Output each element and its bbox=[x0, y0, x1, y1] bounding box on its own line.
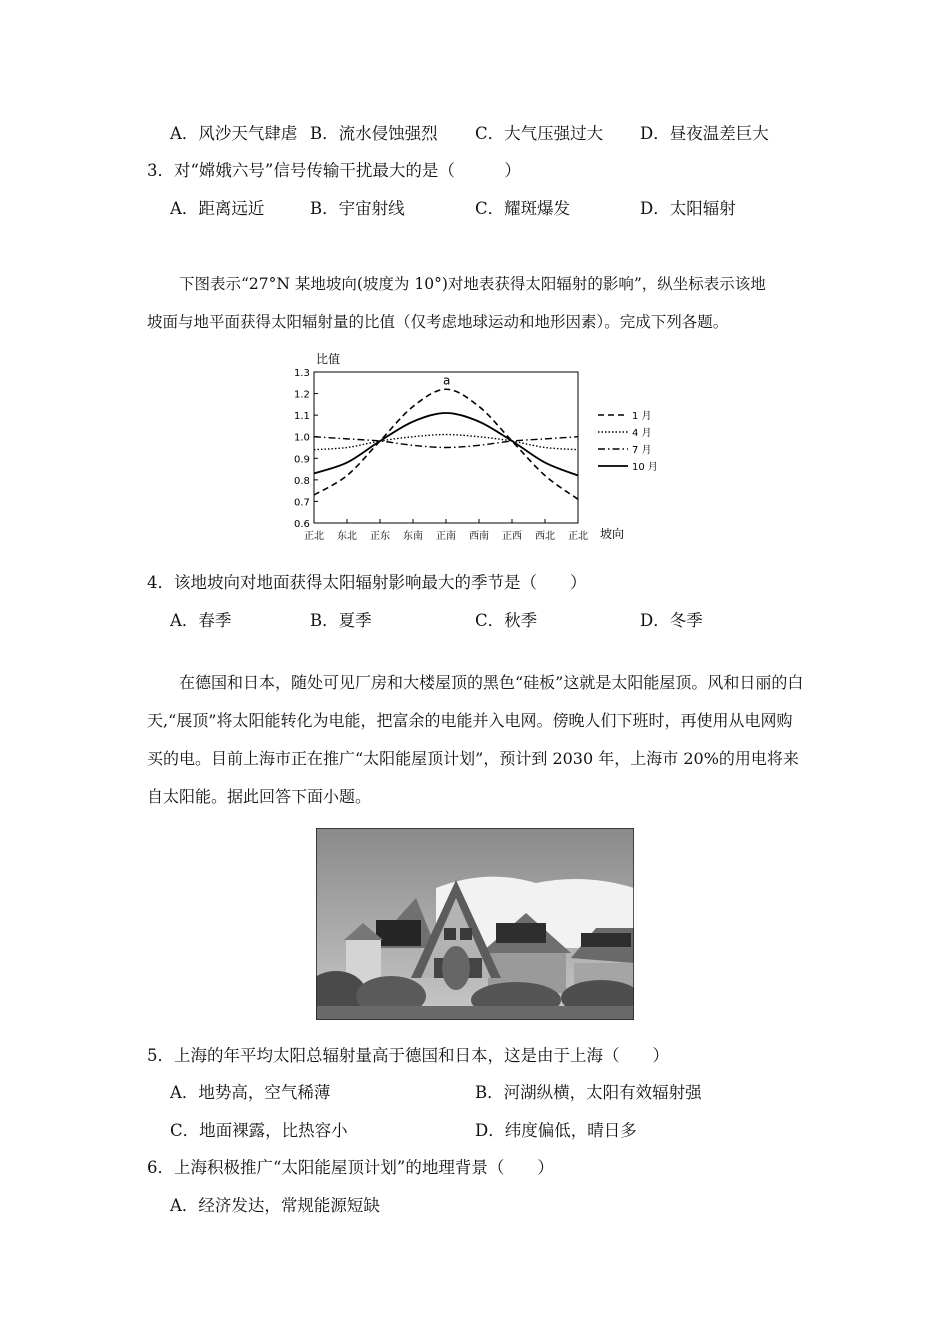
q6-option-a: A．经济发达，常规能源短缺 bbox=[170, 1196, 380, 1215]
annotation-a: a bbox=[443, 373, 451, 388]
q4-option-d: D．冬季 bbox=[640, 611, 703, 630]
legend-label: 4 月 bbox=[632, 428, 652, 439]
x-tick-label: 正西 bbox=[502, 531, 522, 542]
q4-option-c: C．秋季 bbox=[475, 611, 538, 630]
passage1-line2: 坡面与地平面获得太阳辐射量的比值（仅考虑地球运动和地形因素）。完成下列各题。 bbox=[147, 313, 729, 331]
y-tick-label: 1.2 bbox=[294, 389, 310, 401]
q3-stem: 3．对“嫦娥六号”信号传输干扰最大的是（ ） bbox=[147, 161, 521, 180]
q2-option-b: B．流水侵蚀强烈 bbox=[310, 124, 438, 143]
x-tick-label: 正东 bbox=[370, 531, 390, 542]
x-tick-label: 东北 bbox=[337, 531, 357, 542]
q5-stem: 5．上海的年平均太阳总辐射量高于德国和日本，这是由于上海（ ） bbox=[147, 1046, 669, 1065]
x-tick-label: 西北 bbox=[535, 531, 555, 542]
series-line bbox=[314, 413, 578, 476]
q3-option-c: C．耀斑爆发 bbox=[475, 199, 571, 218]
passage2-text: 在德国和日本，随处可见厂房和大楼屋顶的黑色“硅板”这就是太阳能屋顶。风和日丽的白天,“展顶”将太阳能转化为电能，把富余的电能并入电网。傍晚人们下班时，再使用从电网购买的电。目前上海市正在推广“太阳能屋顶计划”，预计到 2030 年，上海市 20%的用电将来自太阳能。据此回答下面小题。 bbox=[147, 673, 804, 806]
q6-stem: 6．上海积极推广“太阳能屋顶计划”的地理背景（ ） bbox=[147, 1158, 554, 1177]
q5-option-c: C．地面裸露，比热容小 bbox=[170, 1121, 348, 1140]
y-tick-label: 0.9 bbox=[294, 454, 310, 466]
y-tick-label: 1.1 bbox=[294, 411, 310, 423]
series-line bbox=[314, 389, 578, 499]
y-tick-label: 1.3 bbox=[294, 368, 310, 379]
y-tick-label: 1.0 bbox=[294, 432, 310, 444]
x-tick-label: 正南 bbox=[436, 531, 456, 542]
x-axis-label: 坡向 bbox=[600, 527, 625, 541]
legend-label: 10 月 bbox=[632, 462, 658, 473]
q5-option-b: B．河湖纵横，太阳有效辐射强 bbox=[475, 1083, 702, 1102]
q4-stem: 4．该地坡向对地面获得太阳辐射影响最大的季节是（ ） bbox=[147, 573, 587, 592]
q5-option-d: D．纬度偏低，晴日多 bbox=[475, 1121, 637, 1140]
q5-option-a: A．地势高，空气稀薄 bbox=[170, 1083, 331, 1102]
q3-option-a: A．距离远近 bbox=[170, 199, 265, 218]
y-tick-label: 0.8 bbox=[294, 475, 310, 487]
passage1-line1: 下图表示“27°N 某地坡向(坡度为 10°)对地表获得太阳辐射的影响”，纵坐标表示该地 bbox=[179, 275, 766, 293]
q4-option-b: B．夏季 bbox=[310, 611, 372, 630]
slope-radiation-chart bbox=[290, 345, 690, 555]
x-tick-label: 正北 bbox=[304, 531, 324, 542]
legend-label: 7 月 bbox=[632, 445, 652, 456]
solar-roof-houses-photo bbox=[316, 828, 634, 1020]
x-tick-label: 东南 bbox=[403, 531, 423, 542]
q4-option-a: A．春季 bbox=[170, 611, 232, 630]
q2-option-d: D．昼夜温差巨大 bbox=[640, 124, 769, 143]
passage2 bbox=[147, 664, 807, 816]
x-tick-label: 西南 bbox=[469, 531, 489, 542]
q2-option-a: A．风沙天气肆虐 bbox=[170, 124, 298, 143]
y-tick-label: 0.6 bbox=[294, 519, 310, 530]
q3-option-b: B．宇宙射线 bbox=[310, 199, 405, 218]
q2-option-c: C．大气压强过大 bbox=[475, 124, 604, 143]
q3-option-d: D．太阳辐射 bbox=[640, 199, 736, 218]
y-tick-label: 0.7 bbox=[294, 497, 310, 509]
legend-label: 1 月 bbox=[632, 411, 652, 422]
x-tick-label: 正北 bbox=[568, 531, 588, 542]
y-axis-label: 比值 bbox=[316, 352, 341, 366]
